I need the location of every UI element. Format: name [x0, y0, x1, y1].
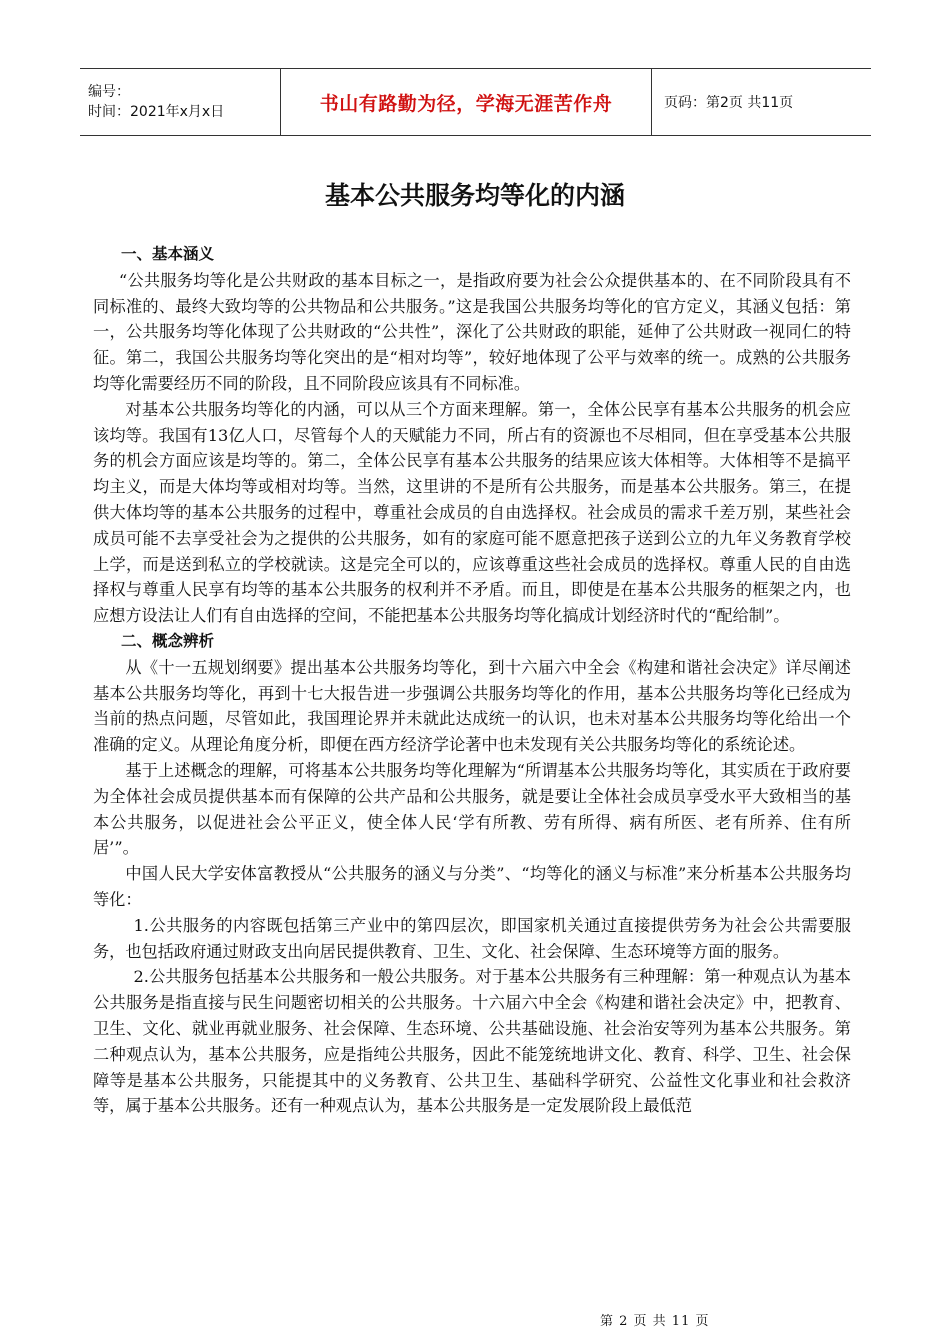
document-title: 基本公共服务均等化的内涵 — [324, 181, 625, 210]
page-info: 页码：第2页 共11页 — [664, 95, 794, 111]
date-label: 时间：2021年x月x日 — [88, 104, 225, 120]
section-heading-2: 二、概念辨析 — [121, 631, 215, 650]
paragraph: 从《十一五规划纲要》提出基本公共服务均等化，到十六届六中全会《构建和谐社会决定》详尽阐述基本公共服务均等化，再到十七大报告进一步强调公共服务均等化的作用，基本公共服务均等化已经成为当前的热点问题，尽管如此，我国理论界并未就此达成统一的认识，也未对基本公共服务均等化给出一个准确的定义。从理论角度分析，即便在西方经济学论著中也未发现有关公共服务均等化的系统论述。 — [93, 657, 851, 755]
paragraph: 1.公共服务的内容既包括第三产业中的第四层次，即国家机关通过直接提供劳务为社会公共需要服务，也包括政府通过财政支出向居民提供教育、卫生、文化、社会保障、生态环境等方面的服务。 — [93, 915, 851, 961]
paragraph: “公共服务均等化是公共财政的基本目标之一，是指政府要为社会公众提供基本的、在不同阶段具有不同标准的、最终大致均等的公共物品和公共服务。”这是我国公共服务均等化的官方定义，其涵义包括：第一，公共服务均等化体现了公共财政的“公共性”，深化了公共财政的职能，延伸了公共财政一视同仁的特征。第二，我国公共服务均等化突出的是“相对均等”，较好地体现了公平与效率的统一。成熟的公共服务均等化需要经历不同的阶段，且不同阶段应该具有不同标准。 — [93, 270, 851, 393]
document-body — [93, 242, 851, 1119]
page-header — [80, 68, 871, 136]
section-heading-1: 一、基本涵义 — [121, 245, 215, 263]
paragraph: 对基本公共服务均等化的内涵，可以从三个方面来理解。第一，全体公民享有基本公共服务的机会应该均等。我国有13亿人口，尽管每个人的天赋能力不同，所占有的资源也不尽相同，但在享受基本公共服务的机会方面应该是均等的。第二，全体公民享有基本公共服务的结果应该大体相等。大体相等不是搞平均主义，而是大体均等或相对均等。当然，这里讲的不是所有公共服务，而是基本公共服务。第三，在提供大体均等的基本公共服务的过程中，尊重社会成员的自由选择权。社会成员的需求千差万别，某些社会成员可能不去享受社会为之提供的公共服务，如有的家庭可能不愿意把孩子送到公立的九年义务教育学校上学，而是送到私立的学校就读。这是完全可以的，应该尊重这些社会成员的选择权。尊重人民的自由选择权与尊重人民享有均等的基本公共服务的权利并不矛盾。而且，即使是在基本公共服务的框架之内，也应想方设法让人们有自由选择的空间，不能把基本公共服务均等化搞成计划经济时代的“配给制”。 — [93, 399, 851, 626]
paragraph: 2.公共服务包括基本公共服务和一般公共服务。对于基本公共服务有三种理解：第一种观点认为基本公共服务是指直接与民生问题密切相关的公共服务。十六届六中全会《构建和谐社会决定》中，把教育、卫生、文化、就业再就业服务、社会保障、生态环境、公共基础设施、社会治安等列为基本公共服务。第二种观点认为，基本公共服务，应是指纯公共服务，因此不能笼统地讲文化、教育、科学、卫生、社会保障等是基本公共服务，只能提其中的义务教育、公共卫生、基础科学研究、公益性文化事业和社会救济等，属于基本公共服务。还有一种观点认为，基本公共服务是一定发展阶段上最低范 — [93, 967, 851, 1116]
paragraph: 基于上述概念的理解，可将基本公共服务均等化理解为“所谓基本公共服务均等化，其实质在于政府要为全体社会成员提供基本而有保障的公共产品和公共服务，就是要让全体社会成员享受水平大致相当的基本公共服务，以促进社会公平正义，使全体人民‘学有所教、劳有所得、病有所医、老有所养、住有所居’”。 — [93, 760, 851, 858]
header-meta — [80, 69, 280, 135]
motto: 书山有路勤为径，学海无涯苦作舟 — [280, 69, 652, 135]
serial-label: 编号： — [88, 84, 130, 100]
page-footer: 第 2 页 共 11 页 — [600, 1314, 710, 1329]
paragraph: 中国人民大学安体富教授从“公共服务的涵义与分类”、“均等化的涵义与标准”来分析基本公共服务均等化： — [93, 864, 851, 909]
